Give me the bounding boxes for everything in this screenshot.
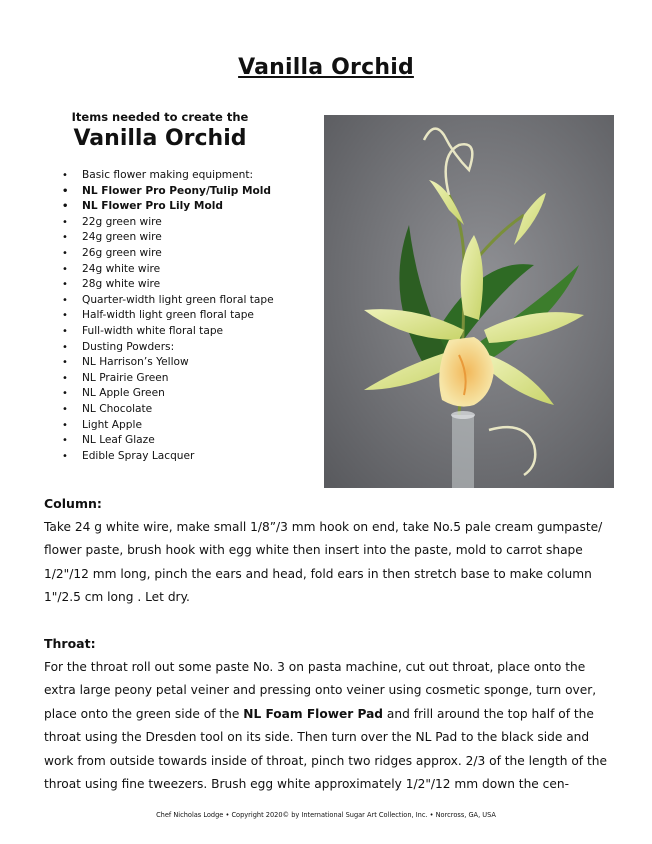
supply-item: • NL Harrison’s Yellow [60,355,274,371]
supply-item: • NL Chocolate [60,402,274,418]
supply-item: • Basic flower making equipment: [60,168,274,184]
items-heading: Items needed to create the [71,110,249,124]
supplies-list [60,168,274,464]
supply-item: • NL Flower Pro Peony/Tulip Mold [60,184,274,200]
supply-item: • Dusting Powders: [60,340,274,356]
supply-item: • Full-width white floral tape [60,324,274,340]
supply-item: • 24g green wire [60,230,274,246]
throat-paragraph [44,656,614,796]
supply-item: • Light Apple [60,418,274,434]
items-title: Vanilla Orchid [73,126,247,151]
column-heading: Column: [44,496,102,511]
orchid-photo [324,115,614,488]
supply-item: • 26g green wire [60,246,274,262]
page-title: Vanilla Orchid [238,55,414,80]
throat-bold-text: NL Foam Flower Pad [243,706,384,721]
supply-item: • 22g green wire [60,215,274,231]
supply-item: • NL Prairie Green [60,371,274,387]
supply-item: • NL Leaf Glaze [60,433,274,449]
column-paragraph: Take 24 g white wire, make small 1/8”/3 mm hook on end, take No.5 pale cream gumpaste/ flower paste, brush hook with egg white then insert into the paste, mold to carrot shape 1/2"/12 mm long, pinch the ears and head, fold ears in then stretch base to make column 1"/2.5 cm long . Let dry. [44,520,603,605]
page-footer: Chef Nicholas Lodge • Copyright 2020© by International Sugar Art Collection, Inc. • Norcross, GA, USA [156,811,496,819]
throat-text-1: For the throat roll out some paste No. 3 on pasta machine, cut out throat, place onto the extra large peony petal veiner and pressing onto veiner using cosmetic sponge, turn over, place onto the green side of the [44,660,597,721]
throat-text-2: and frill around the top half of the throat using the Dresden tool on its side. Then turn over the NL Pad to the black side and work from outside towards inside of throat, pinch two ridges approx. 2/3 of the length of the throat using fine tweezers. Brush egg white approximately 1/2"/12 mm down the cen- [44,706,607,792]
supply-item: • Half-width light green floral tape [60,308,274,324]
throat-heading: Throat: [44,636,96,651]
supply-item: • 24g white wire [60,262,274,278]
supply-item: • 28g white wire [60,277,274,293]
supply-item: • Quarter-width light green floral tape [60,293,274,309]
supply-item: • NL Apple Green [60,386,274,402]
supply-item: • Edible Spray Lacquer [60,449,274,465]
supply-item: • NL Flower Pro Lily Mold [60,199,274,215]
